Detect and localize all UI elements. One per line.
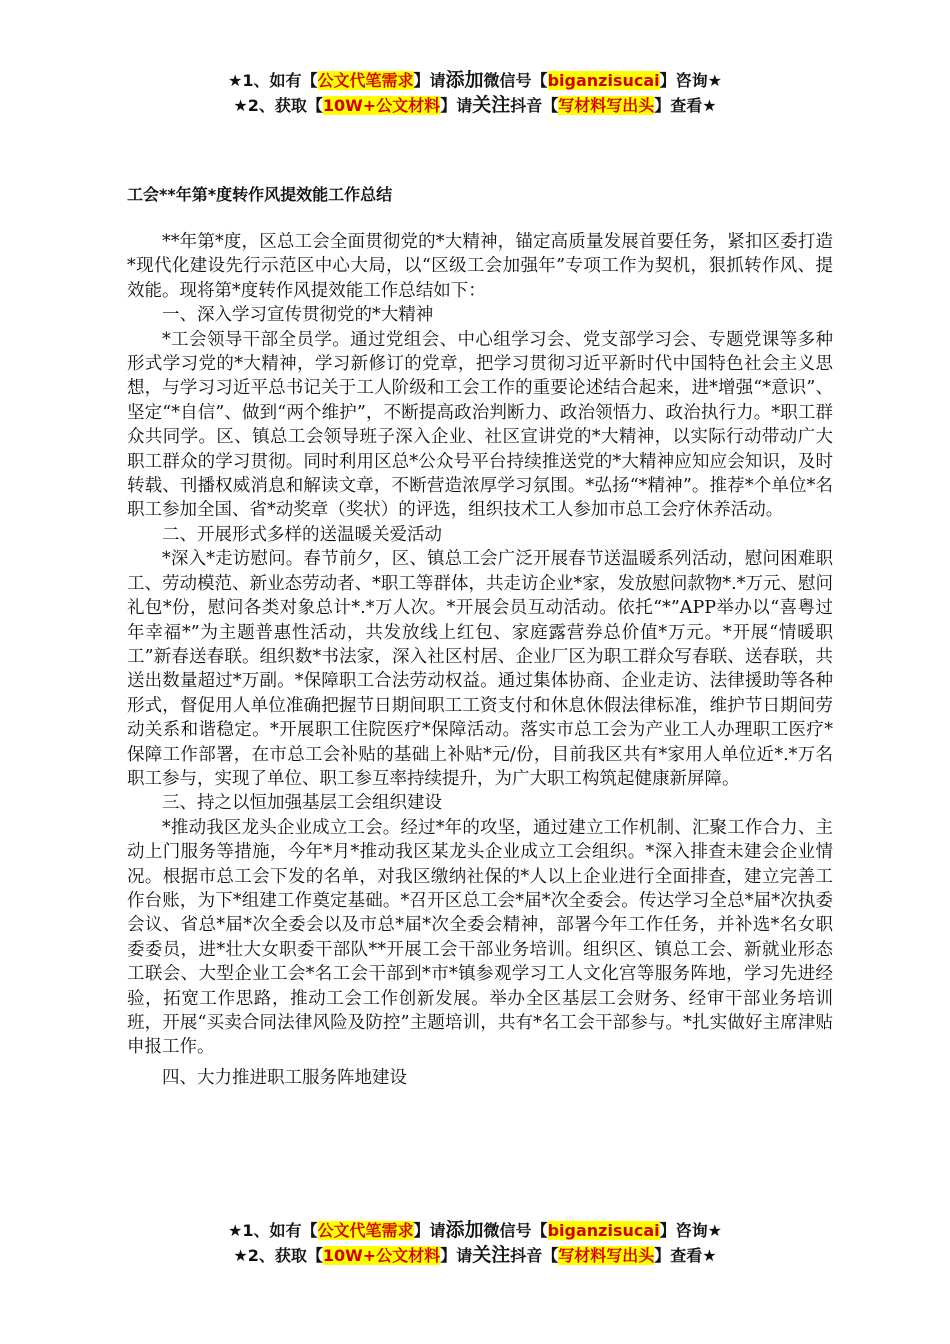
intro-paragraph: **年第*度，区总工会全面贯彻党的*大精神，锚定高质量发展首要任务，紧扣区委打造*现代化建设先行示范区中心大局，以“区级工会加强年”专项工作为契机，狠抓转作风、提效能。现将第*度转作风提效能工作总结如下： <box>127 232 833 301</box>
banner-emphasis: 添加 <box>445 69 484 91</box>
section-heading-2: 二、开展形式多样的送温暖关爱活动 <box>162 524 442 545</box>
banner-text: 抖音【 <box>510 1246 559 1265</box>
banner-highlight: 公文代笔需求 <box>317 71 414 90</box>
document-title: 工会**年第*度转作风提效能工作总结 <box>127 185 393 204</box>
banner-text: 】请 <box>440 1246 473 1265</box>
banner-text: 微信号【 <box>483 71 548 90</box>
banner-text: 】请 <box>413 1221 446 1240</box>
banner-text: ★1、如有【 <box>228 1221 318 1240</box>
banner-text: 】咨询★ <box>659 71 722 90</box>
banner-text: 】查看★ <box>654 96 717 115</box>
banner-emphasis: 关注 <box>472 1244 511 1266</box>
banner-highlight: 10W+公文材料 <box>322 1246 441 1265</box>
banner-highlight: 写材料写出头 <box>558 96 655 115</box>
banner-emphasis: 关注 <box>472 94 511 116</box>
banner-highlight: biganzisucai <box>547 1221 660 1240</box>
banner-text: 微信号【 <box>483 1221 548 1240</box>
banner-text: ★1、如有【 <box>228 71 318 90</box>
banner-text: 】请 <box>413 71 446 90</box>
section-heading-3: 三、持之以恒加强基层工会组织建设 <box>162 793 442 814</box>
section-paragraph-1: *工会领导干部全员学。通过党组会、中心组学习会、党支部学习会、专题党课等多种形式学习党的*大精神，学习新修订的党章，把学习贯彻习近平新时代中国特色社会主义思想，与学习习近平总书记关于工人阶级和工会工作的重要论述结合起来，进*增强“*意识”、坚定“*自信”、做到“两个维护”，不断提高政治判断力、政治领悟力、政治执行力。*职工群众共同学。区、镇总工会领导班子深入企业、社区宣讲党的*大精神，以实际行动带动广大职工群众的学习贯彻。同时利用区总*公众号平台持续推送党的*大精神应知应会知识，及时转载、刊播权威消息和解读文章，不断营造浓厚学习氛围。*弘扬“*精神”。推荐*个单位*名职工参加全国、省*动奖章（奖状）的评选，组织技术工人参加市总工会疗休养活动。 <box>127 329 833 521</box>
banner-highlight: biganzisucai <box>547 71 660 90</box>
document-body <box>127 230 833 1090</box>
banner-text: ★2、获取【 <box>233 96 323 115</box>
section-heading-1: 一、深入学习宣传贯彻党的*大精神 <box>162 305 434 326</box>
section-heading-4: 四、大力推进职工服务阵地建设 <box>162 1067 407 1088</box>
section-paragraph-2: *深入*走访慰问。春节前夕，区、镇总工会广泛开展春节送温暖系列活动，慰问困难职工、劳动模范、新业态劳动者、*职工等群体，共走访企业*家，发放慰问款物*.*万元、慰问礼包*份，慰问各类对象总计*.*万人次。*开展会员互动活动。依托“*”APP举办以“喜粤过年幸福*”为主题普惠性活动，共发放线上红包、家庭露营券总价值*万元。*开展“情暖职工”新春送春联。组织数*书法家，深入社区村居、企业厂区为职工群众写春联、送春联，共送出数量超过*万副。*保障职工合法劳动权益。通过集体协商、企业走访、法律援助等各种形式，督促用人单位准确把握节日期间职工工资支付和休息休假法律标准，维护节日期间劳动关系和谐稳定。*开展职工住院医疗*保障活动。落实市总工会为产业工人办理职工医疗*保障工作部署，在市总工会补贴的基础上补贴*元/份，目前我区共有*家用人单位近*.*万名职工参与，实现了单位、职工参互率持续提升，为广大职工构筑起健康新屏障。 <box>127 549 833 789</box>
banner-highlight: 10W+公文材料 <box>322 96 441 115</box>
header-banner <box>0 68 950 118</box>
footer-banner <box>0 1218 950 1268</box>
banner-text: 】咨询★ <box>659 1221 722 1240</box>
banner-highlight: 写材料写出头 <box>558 1246 655 1265</box>
banner-line-2 <box>0 93 950 118</box>
banner-highlight: 公文代笔需求 <box>317 1221 414 1240</box>
banner-emphasis: 添加 <box>445 1219 484 1241</box>
banner-text: 】查看★ <box>654 1246 717 1265</box>
banner-line-2 <box>0 1243 950 1268</box>
banner-text: 抖音【 <box>510 96 559 115</box>
banner-line-1 <box>0 68 950 93</box>
banner-text: 】请 <box>440 96 473 115</box>
section-paragraph-3: *推动我区龙头企业成立工会。经过*年的攻坚，通过建立工作机制、汇聚工作合力、主动上门服务等措施，今年*月*推动我区某龙头企业成立工会组织。*深入排查未建会企业情况。根据市总工会下发的名单，对我区缴纳社保的*人以上企业进行全面排查，建立完善工作台账，为下*组建工作奠定基础。*召开区总工会*届*次全委会。传达学习全总*届*次执委会议、省总*届*次全委会以及市总*届*次全委会精神，部署今年工作任务，并补选*名女职委委员，进*壮大女职委干部队**开展工会干部业务培训。组织区、镇总工会、新就业形态工联会、大型企业工会*名工会干部到*市*镇参观学习工人文化宫等服务阵地，学习先进经验，拓宽工作思路，推动工会工作创新发展。举办全区基层工会财务、经审干部业务培训班，开展“买卖合同法律风险及防控”主题培训，共有*名工会干部参与。*扎实做好主席津贴申报工作。 <box>127 817 833 1058</box>
banner-text: ★2、获取【 <box>233 1246 323 1265</box>
banner-line-1 <box>0 1218 950 1243</box>
